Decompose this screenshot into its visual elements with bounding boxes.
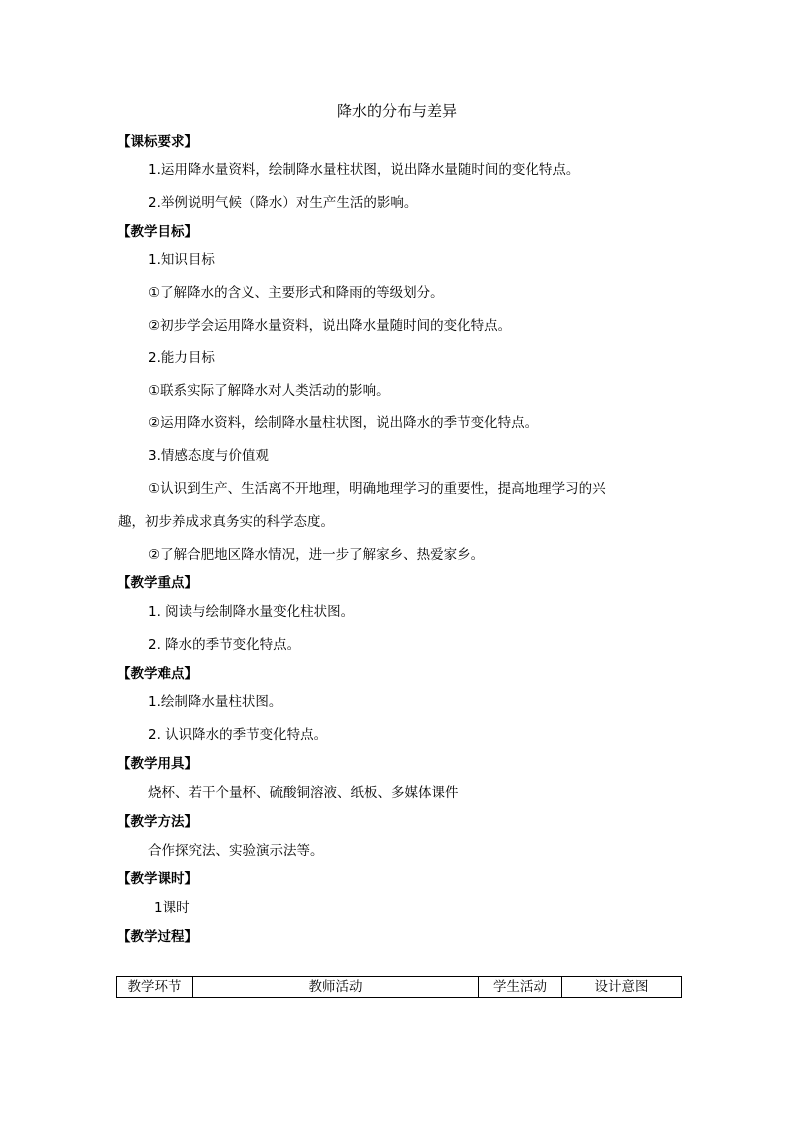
goals-knowledge-title: 1.知识目标 [148,252,215,268]
section-heading-hours: 【教学课时】 [117,871,198,887]
section-heading-methods: 【教学方法】 [117,814,198,830]
key-points-item-1: 1. 阅读与绘制降水量变化柱状图。 [148,604,355,620]
standards-item-2: 2.举例说明气候（降水）对生产生活的影响。 [148,195,418,211]
goals-ability-item-1: ①联系实际了解降水对人类活动的影响。 [148,383,390,399]
process-table [116,976,682,998]
hours-text: 1课时 [154,900,190,916]
key-points-item-2: 2. 降水的季节变化特点。 [148,637,301,653]
goals-ability-item-2: ②运用降水资料，绘制降水量柱状图，说出降水的季节变化特点。 [148,415,539,431]
goals-attitude-title: 3.情感态度与价值观 [148,448,269,464]
difficulties-item-2: 2. 认识降水的季节变化特点。 [148,727,328,743]
difficulties-item-1: 1.绘制降水量柱状图。 [148,694,283,710]
table-header-cell: 教学环节 [117,977,193,998]
section-heading-goals: 【教学目标】 [117,224,198,240]
section-heading-standards: 【课标要求】 [117,134,198,150]
goals-knowledge-item-2: ②初步学会运用降水量资料，说出降水量随时间的变化特点。 [148,318,512,334]
section-heading-difficulties: 【教学难点】 [117,666,198,682]
goals-attitude-item-1-line-2: 趣，初步养成求真务实的科学态度。 [118,514,334,530]
goals-attitude-item-1-line-1: ①认识到生产、生活离不开地理，明确地理学习的重要性，提高地理学习的兴 [148,481,606,497]
standards-item-1: 1.运用降水量资料，绘制降水量柱状图，说出降水量随时间的变化特点。 [148,162,580,178]
goals-ability-title: 2.能力目标 [148,350,215,366]
section-heading-key-points: 【教学重点】 [117,575,198,591]
document-title: 降水的分布与差异 [336,102,457,120]
section-heading-process: 【教学过程】 [117,929,198,945]
table-header-row [117,977,682,998]
section-heading-tools: 【教学用具】 [117,756,198,772]
goals-knowledge-item-1: ①了解降水的含义、主要形式和降雨的等级划分。 [148,285,444,301]
methods-text: 合作探究法、实验演示法等。 [148,843,324,859]
table-header-cell: 设计意图 [562,977,682,998]
table-header-cell: 学生活动 [479,977,562,998]
goals-attitude-item-2: ②了解合肥地区降水情况，进一步了解家乡、热爱家乡。 [148,547,485,563]
table-header-cell: 教师活动 [193,977,479,998]
tools-text: 烧杯、若干个量杯、硫酸铜溶液、纸板、多媒体课件 [148,785,459,801]
